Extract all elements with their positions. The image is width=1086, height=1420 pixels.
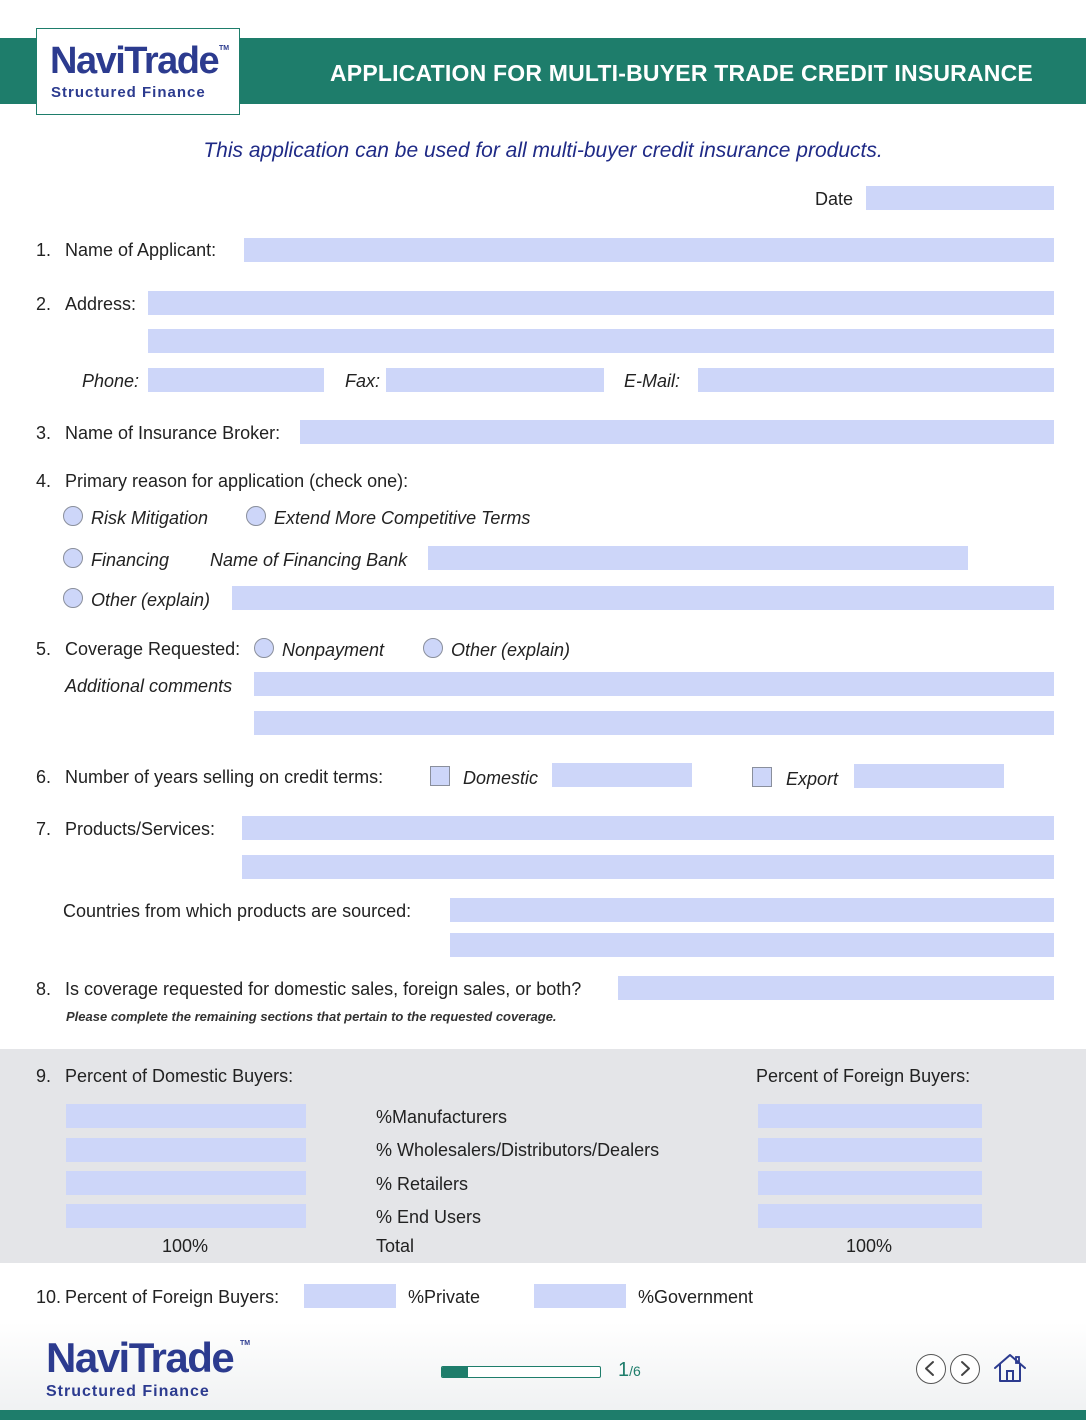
comments-line-2-field[interactable]: [254, 711, 1054, 735]
domestic-label: Domestic: [463, 768, 539, 788]
q9-foreign-label: Percent of Foreign Buyers:: [756, 1066, 971, 1086]
other-reason-field[interactable]: [232, 586, 1054, 610]
date-label: Date: [815, 189, 854, 209]
q9-number: 9.: [36, 1066, 52, 1086]
risk-mitigation-label: Risk Mitigation: [91, 508, 209, 528]
chevron-right-icon: [951, 1355, 978, 1382]
foreign-wholesalers-field[interactable]: [758, 1138, 982, 1162]
footer-logo: [46, 1336, 252, 1410]
logo-wordmark: NaviTrade: [50, 40, 219, 82]
domestic-total: 100%: [162, 1236, 209, 1256]
q3-label: Name of Insurance Broker:: [65, 423, 281, 443]
q6-number: 6.: [36, 767, 52, 787]
previous-page-button[interactable]: [916, 1354, 946, 1384]
domestic-manufacturers-field[interactable]: [66, 1104, 306, 1128]
foreign-total: 100%: [846, 1236, 893, 1256]
row-label-retailers: % Retailers: [376, 1174, 469, 1194]
other-coverage-radio[interactable]: [423, 638, 443, 658]
domestic-end-users-field[interactable]: [66, 1204, 306, 1228]
foreign-end-users-field[interactable]: [758, 1204, 982, 1228]
row-label-wholesalers: % Wholesalers/Distributors/Dealers: [376, 1140, 660, 1160]
q1-label: Name of Applicant:: [65, 240, 217, 260]
chevron-left-icon: [917, 1355, 944, 1382]
nonpayment-radio[interactable]: [254, 638, 274, 658]
private-label: %Private: [408, 1287, 481, 1307]
countries-line-1-field[interactable]: [450, 898, 1054, 922]
products-line-2-field[interactable]: [242, 855, 1054, 879]
export-years-field[interactable]: [854, 764, 1004, 788]
foreign-manufacturers-field[interactable]: [758, 1104, 982, 1128]
logo-subtitle: Structured Finance: [51, 84, 206, 101]
q3-number: 3.: [36, 423, 52, 443]
financing-bank-label: Name of Financing Bank: [210, 550, 408, 570]
other-coverage-label: Other (explain): [451, 640, 571, 660]
fax-label: Fax:: [345, 371, 381, 391]
financing-label: Financing: [91, 550, 170, 570]
other-reason-label: Other (explain): [91, 590, 211, 610]
additional-comments-label: Additional comments: [65, 676, 233, 696]
q6-label: Number of years selling on credit terms:: [65, 767, 384, 787]
email-label: E-Mail:: [624, 371, 681, 391]
page-progress-bar: [441, 1366, 601, 1378]
q5-label: Coverage Requested:: [65, 639, 241, 659]
row-label-end-users: % End Users: [376, 1207, 482, 1227]
extend-terms-label: Extend More Competitive Terms: [274, 508, 531, 528]
extend-terms-radio[interactable]: [246, 506, 266, 526]
page-progress-fill: [442, 1367, 468, 1377]
address-line-2-field[interactable]: [148, 329, 1054, 353]
q2-label: Address:: [65, 294, 137, 314]
q1-number: 1.: [36, 240, 52, 260]
q8-number: 8.: [36, 979, 52, 999]
comments-line-1-field[interactable]: [254, 672, 1054, 696]
foreign-retailers-field[interactable]: [758, 1171, 982, 1195]
intro-text: This application can be used for all multi-buyer credit insurance products.: [203, 139, 883, 162]
home-icon: [992, 1352, 1028, 1384]
domestic-retailers-field[interactable]: [66, 1171, 306, 1195]
footer-logo-trademark: TM: [240, 1340, 251, 1347]
email-field[interactable]: [698, 368, 1054, 392]
page-current: 1: [618, 1359, 630, 1381]
logo-trademark: TM: [219, 45, 230, 52]
domestic-years-field[interactable]: [552, 763, 692, 787]
coverage-scope-field[interactable]: [618, 976, 1054, 1000]
export-checkbox[interactable]: [752, 767, 772, 787]
page-total: /6: [629, 1363, 641, 1379]
total-label: Total: [376, 1236, 415, 1256]
q9-domestic-label: Percent of Domestic Buyers:: [65, 1066, 294, 1086]
q2-number: 2.: [36, 294, 52, 314]
applicant-name-field[interactable]: [244, 238, 1054, 262]
government-label: %Government: [638, 1287, 754, 1307]
footer-logo-subtitle: Structured Finance: [46, 1383, 210, 1400]
home-button[interactable]: [992, 1352, 1028, 1384]
broker-name-field[interactable]: [300, 420, 1054, 444]
fax-field[interactable]: [386, 368, 604, 392]
government-percent-field[interactable]: [534, 1284, 626, 1308]
private-percent-field[interactable]: [304, 1284, 396, 1308]
row-label-manufacturers: %Manufacturers: [376, 1107, 508, 1127]
phone-field[interactable]: [148, 368, 324, 392]
q8-label: Is coverage requested for domestic sales, foreign sales, or both?: [65, 979, 582, 999]
footer-bar: [0, 1410, 1086, 1420]
other-reason-radio[interactable]: [63, 588, 83, 608]
q4-label: Primary reason for application (check one):: [65, 471, 409, 491]
next-page-button[interactable]: [950, 1354, 980, 1384]
page-indicator: [618, 1358, 641, 1383]
countries-line-2-field[interactable]: [450, 933, 1054, 957]
q10-number: 10.: [36, 1287, 62, 1307]
footer-logo-wordmark: NaviTrade: [46, 1334, 234, 1381]
q8-note: Please complete the remaining sections that pertain to the requested coverage.: [66, 1009, 557, 1024]
nonpayment-label: Nonpayment: [282, 640, 385, 660]
risk-mitigation-radio[interactable]: [63, 506, 83, 526]
export-label: Export: [786, 769, 839, 789]
products-line-1-field[interactable]: [242, 816, 1054, 840]
domestic-wholesalers-field[interactable]: [66, 1138, 306, 1162]
q5-number: 5.: [36, 639, 52, 659]
financing-radio[interactable]: [63, 548, 83, 568]
date-field[interactable]: [866, 186, 1054, 210]
address-line-1-field[interactable]: [148, 291, 1054, 315]
q7-label: Products/Services:: [65, 819, 216, 839]
logo: [36, 28, 240, 115]
countries-label: Countries from which products are sourced:: [63, 901, 412, 921]
document-title: APPLICATION FOR MULTI-BUYER TRADE CREDIT INSURANCE: [330, 60, 1033, 86]
q7-number: 7.: [36, 819, 52, 839]
phone-label: Phone:: [82, 371, 140, 391]
financing-bank-field[interactable]: [428, 546, 968, 570]
q4-number: 4.: [36, 471, 52, 491]
domestic-checkbox[interactable]: [430, 766, 450, 786]
q10-label: Percent of Foreign Buyers:: [65, 1287, 280, 1307]
